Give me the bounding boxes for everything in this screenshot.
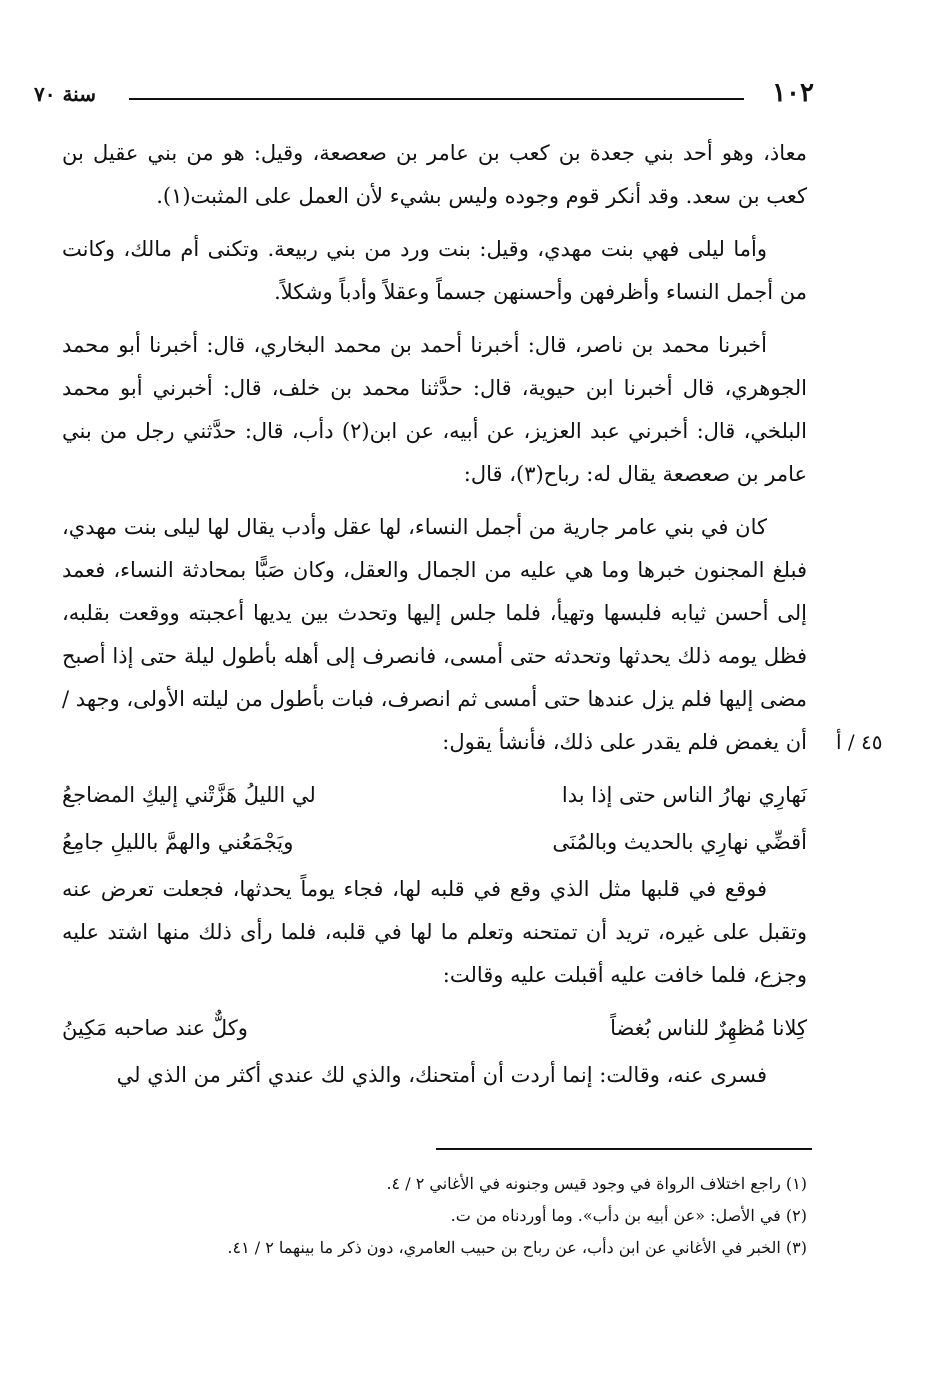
paragraph: أخبرنا محمد بن ناصر، قال: أخبرنا أحمد بن محمد البخاري، قال: أخبرنا أبو محمد الجوهري، قال أخبرنا ابن حيوية، قال: حدَّثنا محمد بن خلف، قال: أخبرني أبو محمد البلخي، قال: أخبرني عبد العزيز، عن أبيه، عن ابن(٢) دأب، قال: حدَّثني رجل من بني عامر بن صعصعة يقال له: رباح(٣)، قال: bbox=[62, 333, 807, 486]
paragraph: فوقع في قلبها مثل الذي وقع في قلبه لها، فجاء يوماً يحدثها، فجعلت تعرض عنه وتقبل على غيره، تريد أن تمتحنه وتعلم ما لها في قلبه، فلما رأى ذلك منها اشتد عليه وجزع، فلما خافت عليه أقبلت عليه وقالت: bbox=[62, 877, 807, 987]
verse-first-hemistich: نَهارِي نهارُ الناس حتى إذا بدا bbox=[561, 783, 807, 807]
footnote: (١) راجع اختلاف الرواة في وجود قيس وجنونه في الأغاني ٢ / ٤. bbox=[386, 1174, 807, 1193]
verse-first-hemistich: أقضِّي نهارِي بالحديث وبالمُنَى bbox=[552, 830, 807, 854]
verse-first-hemistich: كِلانا مُظهِرٌ للناس بُغضاً bbox=[610, 1016, 807, 1040]
verse-second-hemistich: وكلٌّ عند صاحبه مَكِينُ bbox=[62, 1016, 248, 1040]
manuscript-folio-note: ٤٥ / أ bbox=[836, 730, 883, 754]
paragraph: فسرى عنه، وقالت: إنما أردت أن أمتحنك، والذي لك عندي أكثر من الذي لي bbox=[116, 1063, 767, 1087]
footnote: (٢) في الأصل: «عن أبيه بن دأب». وما أوردناه من ت. bbox=[450, 1206, 807, 1225]
footnote: (٣) الخبر في الأغاني عن ابن دأب، عن رباح بن حبيب العامري، دون ذكر ما بينهما ٢ / ٤١. bbox=[227, 1238, 807, 1257]
footnotes bbox=[62, 1168, 807, 1264]
running-header bbox=[34, 78, 814, 118]
page-number: ١٠٢ bbox=[772, 78, 814, 108]
paragraph: وأما ليلى فهي بنت مهدي، وقيل: بنت ورد من بني ربيعة. وتكنى أم مالك، وكانت من أجمل النساء وأظرفهن وأحسنهن جسماً وعقلاً وأدباً وشكلاً. bbox=[62, 237, 807, 304]
main-text bbox=[62, 132, 807, 1107]
poem-verse bbox=[62, 821, 807, 864]
poem-verse bbox=[62, 774, 807, 817]
verse-second-hemistich: ويَجْمَعُني والهمَّ بالليلِ جامِعُ bbox=[62, 830, 294, 854]
header-year: سنة ٧٠ bbox=[34, 82, 96, 106]
paragraph: معاذ، وهو أحد بني جعدة بن كعب بن عامر بن صعصعة، وقيل: هو من بني عقيل بن كعب بن سعد. وقد أنكر قوم وجوده وليس بشيء لأن العمل على المثبت(١). bbox=[62, 141, 807, 208]
poem-verse bbox=[62, 1007, 807, 1050]
footnote-separator bbox=[436, 1148, 812, 1150]
header-rule bbox=[129, 98, 744, 100]
verse-second-hemistich: لي الليلُ هَزَّتْني إليكِ المضاجعُ bbox=[62, 783, 316, 807]
paragraph: كان في بني عامر جارية من أجمل النساء، لها عقل وأدب يقال لها ليلى بنت مهدي، فبلغ المجنون خبرها وما هي عليه من الجمال والعقل، وكان صَبًّا بمحادثة النساء، فعمد إلى أحسن ثيابه فلبسها وتهيأ، فلما جلس إليها وتحدث بين يديها أعجبته ووقعت بقلبه، فظل يومه ذلك يحدثها وتحدثه حتى أمسى، فانصرف إلى أهله بأطول ليلة حتى إذا أصبح مضى إليها فلم يزل عندها حتى أمسى ثم انصرف، فبات بأطول من ليلته الأولى، وجهد / أن يغمض فلم يقدر على ذلك، فأنشأ يقول: bbox=[62, 515, 807, 754]
